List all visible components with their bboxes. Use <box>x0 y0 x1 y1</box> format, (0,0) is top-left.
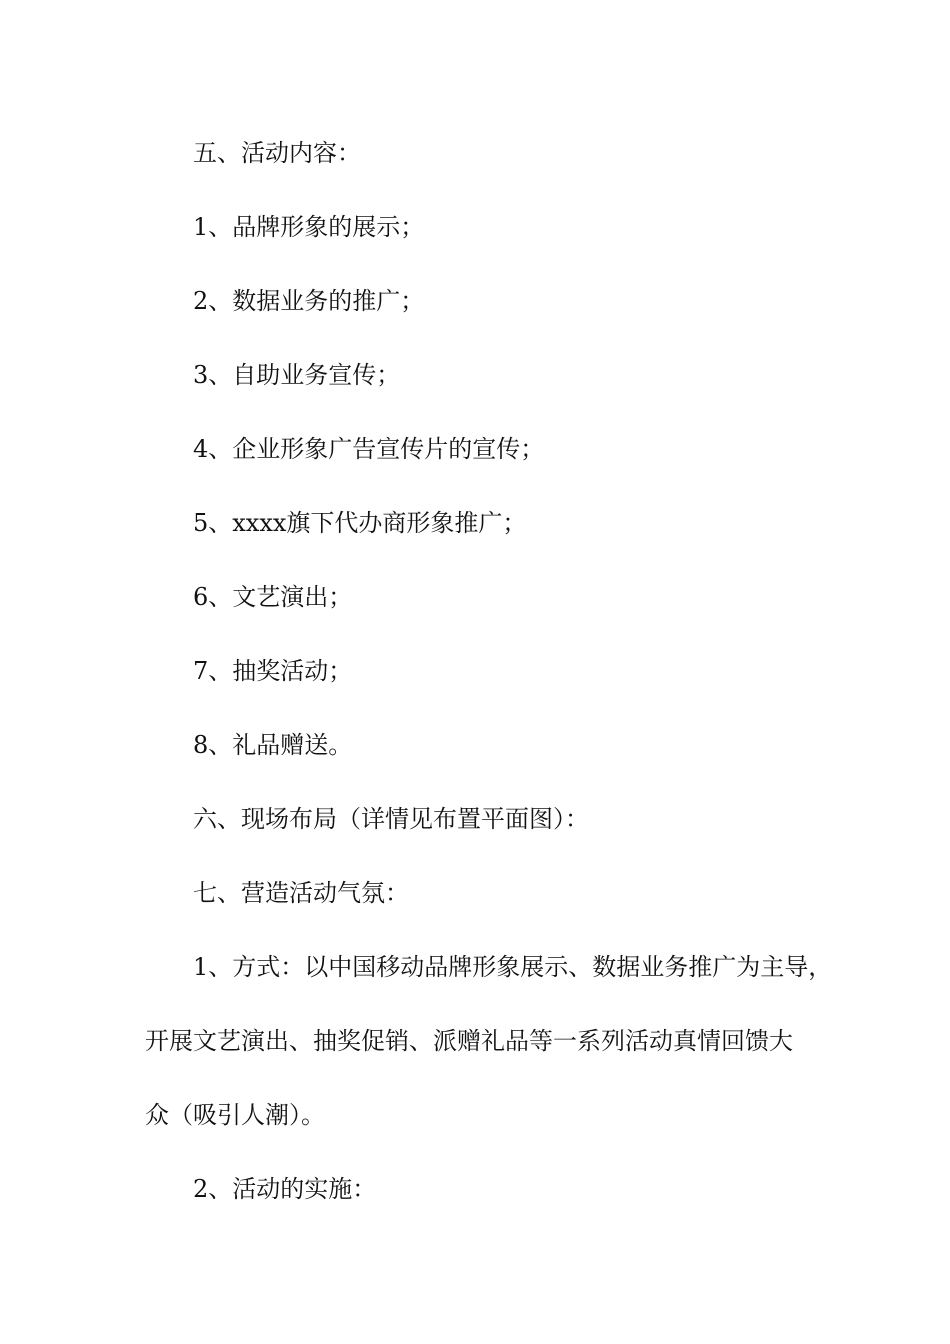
list-item: 7、抽奖活动； <box>193 657 353 685</box>
list-item: 8、礼品赠送。 <box>193 731 353 759</box>
section-heading-activity-content: 五、活动内容： <box>193 139 361 167</box>
section-heading-atmosphere: 七、营造活动气氛： <box>193 879 409 907</box>
list-item: 6、文艺演出； <box>193 583 353 611</box>
list-item: 1、品牌形象的展示； <box>193 213 425 241</box>
paragraph-line: 2、活动的实施： <box>193 1175 377 1203</box>
paragraph-line: 1、方式：以中国移动品牌形象展示、数据业务推广为主导， <box>193 953 833 981</box>
paragraph-line: 开展文艺演出、抽奖促销、派赠礼品等一系列活动真情回馈大 <box>145 1027 793 1055</box>
list-item: 3、自助业务宣传； <box>193 361 401 389</box>
section-heading-site-layout: 六、现场布局（详情见布置平面图）： <box>193 805 589 833</box>
list-item: 2、数据业务的推广； <box>193 287 425 315</box>
list-item: 5、xxxx旗下代办商形象推广； <box>193 509 527 537</box>
list-item: 4、企业形象广告宣传片的宣传； <box>193 435 545 463</box>
paragraph-line: 众（吸引人潮）。 <box>145 1101 325 1129</box>
